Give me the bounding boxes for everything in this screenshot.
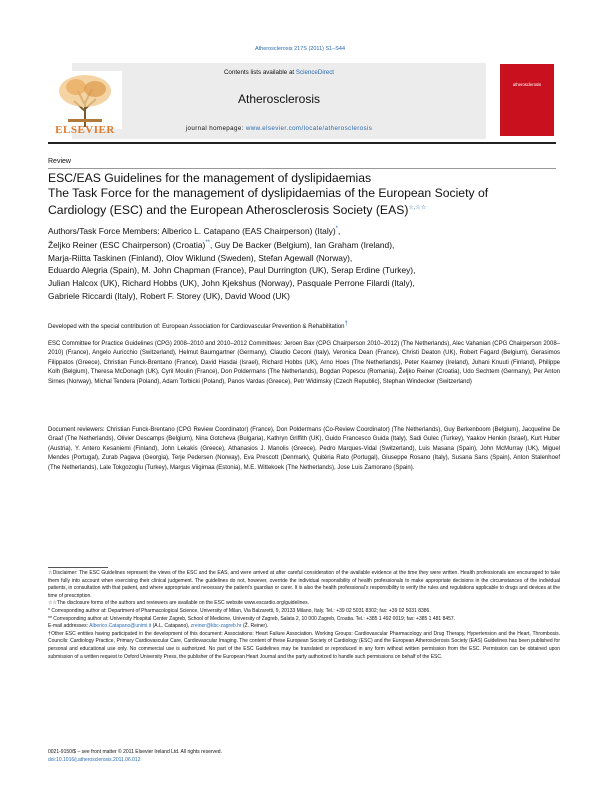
title-line-3-text: Cardiology (ESC) and the European Atherosclerosis Society (EAS): [48, 203, 409, 218]
section-rule: [48, 168, 556, 169]
author-line-2: [48, 237, 560, 251]
email-link-reiner[interactable]: zreiner@kbc-zagreb.hr: [190, 623, 242, 630]
footnote-disclosure: ☆☆The disclosure forms of the authors and reviewers are available on the ESC website www.escardio.org/guidelines.: [48, 600, 310, 607]
email-link-catapano[interactable]: Alberico.Catapano@unimi.it: [89, 623, 152, 630]
contribution-text: Developed with the special contribution of: European Association for Cardiovascular Prevention & Rehabilitation: [48, 324, 345, 330]
article-title: [48, 171, 560, 218]
author-line-4: Eduardo Alegria (Spain), M. John Chapman (France), Paul Durrington (UK), Serap Erdine (Turkey),: [48, 265, 416, 276]
contents-line: [72, 69, 486, 76]
sciencedirect-link[interactable]: ScienceDirect: [295, 69, 335, 76]
homepage-link[interactable]: www.elsevier.com/locate/atherosclerosis: [245, 125, 373, 132]
email-label: E-mail addresses:: [48, 623, 90, 630]
document-reviewers: Document reviewers: Christian Funck-Brentano (CPG Review Coordinator) (France), Don Poldermans (Co-Review Coordinator) (The Netherlands), Guy Berkenboom (Belgium), Jacqueline De Graaf (The Netherlands), Olivier Descamps (Belgium), Nina Gotcheva (Bulgaria), Kathryn Griffith (UK), Guido Francesco Guida (Italy), Sadi Gulec (Turkey), Yaakov Henkin (Israel), Kurt Huber (Austria), Y. Antero Kesaniemi (Finland), John Lekakis (Greece), Athanasios J. Manolis (Greece), Pedro Marques-Vidal (Switzerland), Luis Masana (Spain), John McMurray (UK), Miguel Mendes (Portugal), Zurab Pagava (Georgia), Terje Pedersen (Norway), Eva Prescott (Denmark), Quitéria Rato (Portugal), Giuseppe Rosano (Italy), Susana Sans (Spain), Anton Stalenhoef (The Netherlands), Lale Tokgozoglu (Turkey), Margus Viigimaa (Estonia), M.E. Wittekoek (The Netherlands), Jose Luis Zamorano (Spain).: [48, 427, 560, 471]
author-list: [48, 223, 560, 302]
header-rule: [48, 142, 556, 144]
journal-name: Atherosclerosis: [237, 92, 321, 106]
author-line-2-text-a: Željko Reiner (ESC Chairperson) (Croatia): [48, 240, 206, 251]
footnote-disclaimer: ☆Disclaimer: The ESC Guidelines represent the views of the ESC and the EAS, and were arrived at after careful consideration of the available evidence at the time they were written. Health professionals are encouraged to take them fully into account when exercising their clinical judgement. The guidelines do not, however, override the individual responsibility of health professionals to make appropriate decisions in the circumstances of the individual patients, in consultation with that patient, and where appropriate and necessary the patient’s guardian or carer. It is also the health professional’s responsibility to verify the rules and regulations applicable to drugs and devices at the time of prescription.: [48, 570, 560, 599]
cover-title: atherosclerosis: [512, 82, 542, 87]
title-line-2: The Task Force for the management of dyslipidaemias of the European Society of: [48, 186, 489, 200]
section-label: Review: [48, 158, 71, 165]
footnote-rule: [48, 567, 108, 568]
author-line-1: Authors/Task Force Members: Alberico L. Catapano (EAS Chairperson) (Italy)*,: [48, 225, 341, 236]
issn-line: 0021-9150/$ – see front matter © 2011 Elsevier Ireland Ltd. All rights reserved.: [48, 749, 222, 755]
author-line-6: Gabriele Riccardi (Italy), Robert F. Storey (UK), David Wood (UK): [48, 290, 290, 301]
title-line-3: [48, 201, 560, 218]
footnote-other-entities: †Other ESC entities having participated in the development of this document: Associations: Heart Failure Association. Working Groups: Cardiovascular Pharmacology and Drug Therapy, Hypertension and the Heart, Thrombosis. Councils: Cardiology Practice, Primary Cardiovascular Care, Cardiovascular Imaging. The content of these European Society of Cardiology (ESC) and the European Atherosclerosis Society (EAS) Guidelines has been published for personal and educational use only. No commercial use is authorized. No part of the ESC Guidelines may be translated or reproduced in any form without written permission from the ESC. Permission can be obtained upon submission of a written request to Oxford University Press, the publisher of the European Heart Journal and the party authorized to handle such permissions on behalf of the ESC.: [48, 630, 560, 660]
email-mid: (A.L. Catapano),: [151, 623, 191, 630]
corresponding-mark-1[interactable]: *: [335, 226, 338, 232]
footnotes: [48, 570, 560, 661]
doi-link[interactable]: doi:10.1016/j.atherosclerosis.2011.06.012: [48, 756, 141, 763]
contribution-mark[interactable]: †: [344, 321, 348, 327]
contents-prefix: Contents lists available at: [223, 69, 296, 76]
author-line-1-text: Authors/Task Force Members: Alberico L. Catapano (EAS Chairperson) (Italy): [48, 225, 336, 236]
title-footnote-marks[interactable]: ☆,☆☆: [408, 205, 427, 211]
author-line-3: Marja-Riitta Taskinen (Finland), Olov Wiklund (Sweden), Stefan Agewall (Norway),: [48, 252, 353, 263]
title-line-1: ESC/EAS Guidelines for the management of dyslipidaemias: [48, 171, 372, 185]
email-end: (Ž. Reiner).: [241, 623, 269, 630]
footnote-emails: [48, 623, 560, 631]
corresponding-mark-2[interactable]: **: [205, 240, 210, 247]
footnote-corresponding-1: * Corresponding author at: Department of Pharmacological Science, University of Milan, Via Balzaretti, 9, 20133 Milano, Italy. Tel.: +39 02 5031 8302; fax: +39 02 5031 8386.: [48, 607, 431, 614]
author-line-5: Julian Halcox (UK), Richard Hobbs (UK), John Kjekshus (Norway), Pasquale Perrone Filardi (Italy),: [48, 277, 415, 288]
contribution-note: [48, 321, 560, 330]
homepage-label: journal homepage:: [185, 125, 246, 132]
journal-reference[interactable]: Atherosclerosis 217S (2011) S1–S44: [254, 46, 346, 52]
journal-homepage: [72, 125, 486, 132]
elsevier-logo-text: ELSEVIER: [55, 124, 115, 136]
footnote-corresponding-2: ** Corresponding author at: University Hospital Center Zagreb, School of Medicine, University of Zagreb, Salata 2, 10 000 Zagreb, Croatia. Tel.: +385 1 492 0019; fax: +385 1 481 8457.: [48, 615, 456, 622]
journal-cover-image: [500, 64, 554, 136]
author-line-2-text-b: , Guy De Backer (Belgium), Ian Graham (Ireland),: [210, 240, 395, 251]
cpg-committee: ESC Committee for Practice Guidelines (CPG) 2008–2010 and 2010–2012 Committees: Jeroen Bax (CPG Chairperson 2010–2012) (The Netherlands), Alec Vahanian (CPG Chairperson 2008–2010) (France), Angelo Auricchio (Switzerland), Helmut Baumgartner (Germany), Claudio Ceconi (Italy), Veronica Dean (France), Christi Deaton (UK), Robert Fagard (Belgium), Gerasimos Filippatos (Greece), Christian Funck-Brentano (France), David Hasdai (Israel), Richard Hobbs (UK), Arno Hoes (The Netherlands), Peter Kearney (Ireland), Juhani Knuuti (Finland), Philippe Kolh (Belgium), Theresa McDonagh (UK), Cyril Moulin (France), Don Poldermans (The Netherlands), Bogdan Popescu (Romania), Željko Reiner (Croatia), Udo Sechtem (Germany), Per Anton Sirnes (Norway), Michal Tendera (Poland), Adam Torbicki (Poland), Panos Vardas (Greece), Petr Widimsky (Czech Republic), Stephan Windecker (Switzerland): [48, 341, 560, 385]
issn-doi: [48, 749, 222, 764]
